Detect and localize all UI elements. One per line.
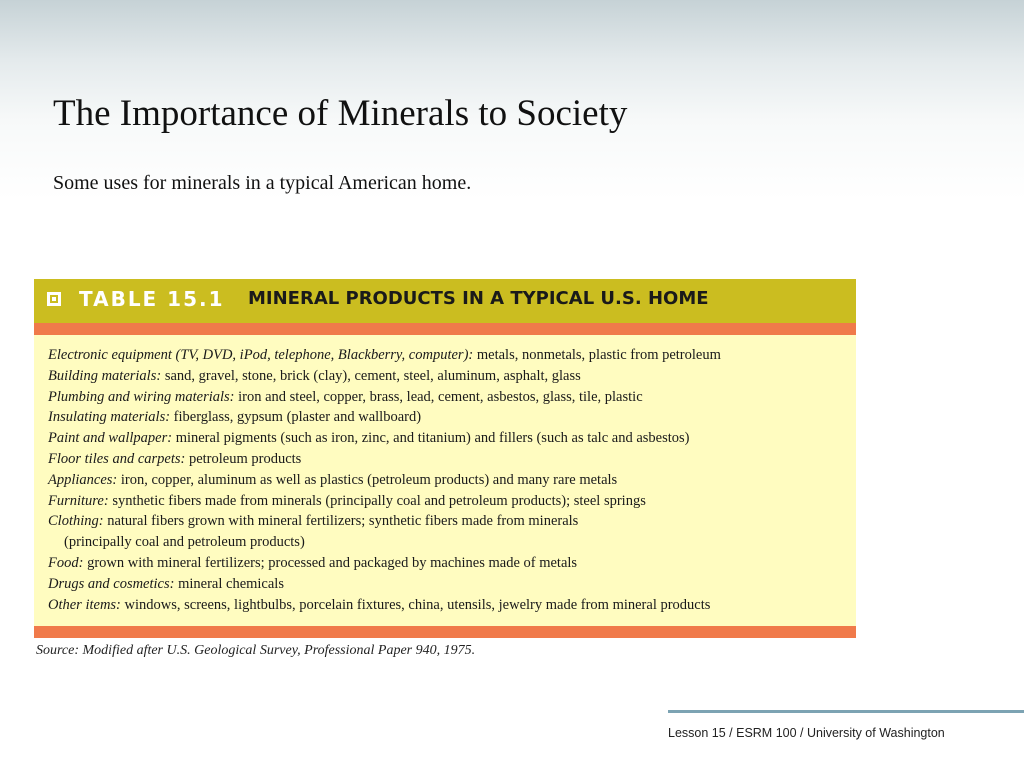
row-category: Insulating materials: (48, 409, 171, 426)
table-heading: MINERAL PRODUCTS IN A TYPICAL U.S. HOME (248, 288, 709, 309)
row-category: Building materials: (48, 367, 162, 384)
footer-divider (668, 710, 1024, 713)
table-row (48, 511, 848, 532)
row-text: fiberglass, gypsum (plaster and wallboard) (170, 409, 422, 426)
row-category: Food: (48, 554, 84, 571)
row-category: Furniture: (48, 492, 109, 509)
row-text: mineral chemicals (174, 575, 284, 592)
table-row (48, 366, 848, 387)
row-category: Electronic equipment (TV, DVD, iPod, telephone, Blackberry, computer): (48, 347, 474, 363)
table-number-label: TABLE 15.1 (79, 287, 225, 311)
slide-title: The Importance of Minerals to Society (53, 93, 628, 134)
table-bottom-divider (34, 626, 856, 638)
row-text: metals, nonmetals, plastic from petroleum (473, 347, 721, 363)
table-row (48, 345, 848, 366)
row-text: windows, screens, lightbulbs, porcelain fixtures, china, utensils, jewelry made from mineral products (120, 596, 711, 613)
table-row (48, 491, 848, 512)
row-text: natural fibers grown with mineral fertilizers; synthetic fibers made from minerals (103, 513, 579, 530)
row-text: synthetic fibers made from minerals (principally coal and petroleum products); steel springs (108, 492, 646, 509)
row-category: Paint and wallpaper: (48, 430, 173, 447)
row-category: Other items: (48, 596, 121, 613)
slide-footer: Lesson 15 / ESRM 100 / University of Washington (668, 726, 945, 740)
table-source-note: Source: Modified after U.S. Geological Survey, Professional Paper 940, 1975. (36, 643, 476, 658)
table-row (48, 470, 848, 491)
table-row (48, 387, 848, 408)
row-text: petroleum products (185, 450, 302, 467)
table-header (34, 279, 856, 323)
row-category: Plumbing and wiring materials: (48, 388, 235, 405)
row-category: Clothing: (48, 513, 104, 530)
row-text: grown with mineral fertilizers; processed and packaged by machines made of metals (83, 554, 578, 571)
mineral-products-table (34, 279, 856, 638)
table-row (48, 428, 848, 449)
table-row (48, 595, 848, 616)
row-text: mineral pigments (such as iron, zinc, and titanium) and fillers (such as talc and asbestos) (172, 430, 690, 447)
table-row (48, 553, 848, 574)
table-row-continuation (48, 532, 848, 553)
row-text: (principally coal and petroleum products) (64, 534, 305, 551)
table-row (48, 407, 848, 428)
row-category: Drugs and cosmetics: (48, 575, 175, 592)
row-category: Appliances: (48, 471, 118, 488)
table-row (48, 449, 848, 470)
table-top-divider (34, 323, 856, 335)
row-text: iron and steel, copper, brass, lead, cement, asbestos, glass, tile, plastic (234, 388, 643, 405)
square-bullet-icon (47, 292, 61, 306)
slide-subtitle: Some uses for minerals in a typical American home. (53, 172, 472, 194)
row-text: sand, gravel, stone, brick (clay), cement, steel, aluminum, asphalt, glass (161, 367, 581, 384)
table-row (48, 574, 848, 595)
row-category: Floor tiles and carpets: (48, 450, 186, 467)
table-rows (48, 345, 848, 615)
row-text: iron, copper, aluminum as well as plastics (petroleum products) and many rare metals (117, 471, 618, 488)
